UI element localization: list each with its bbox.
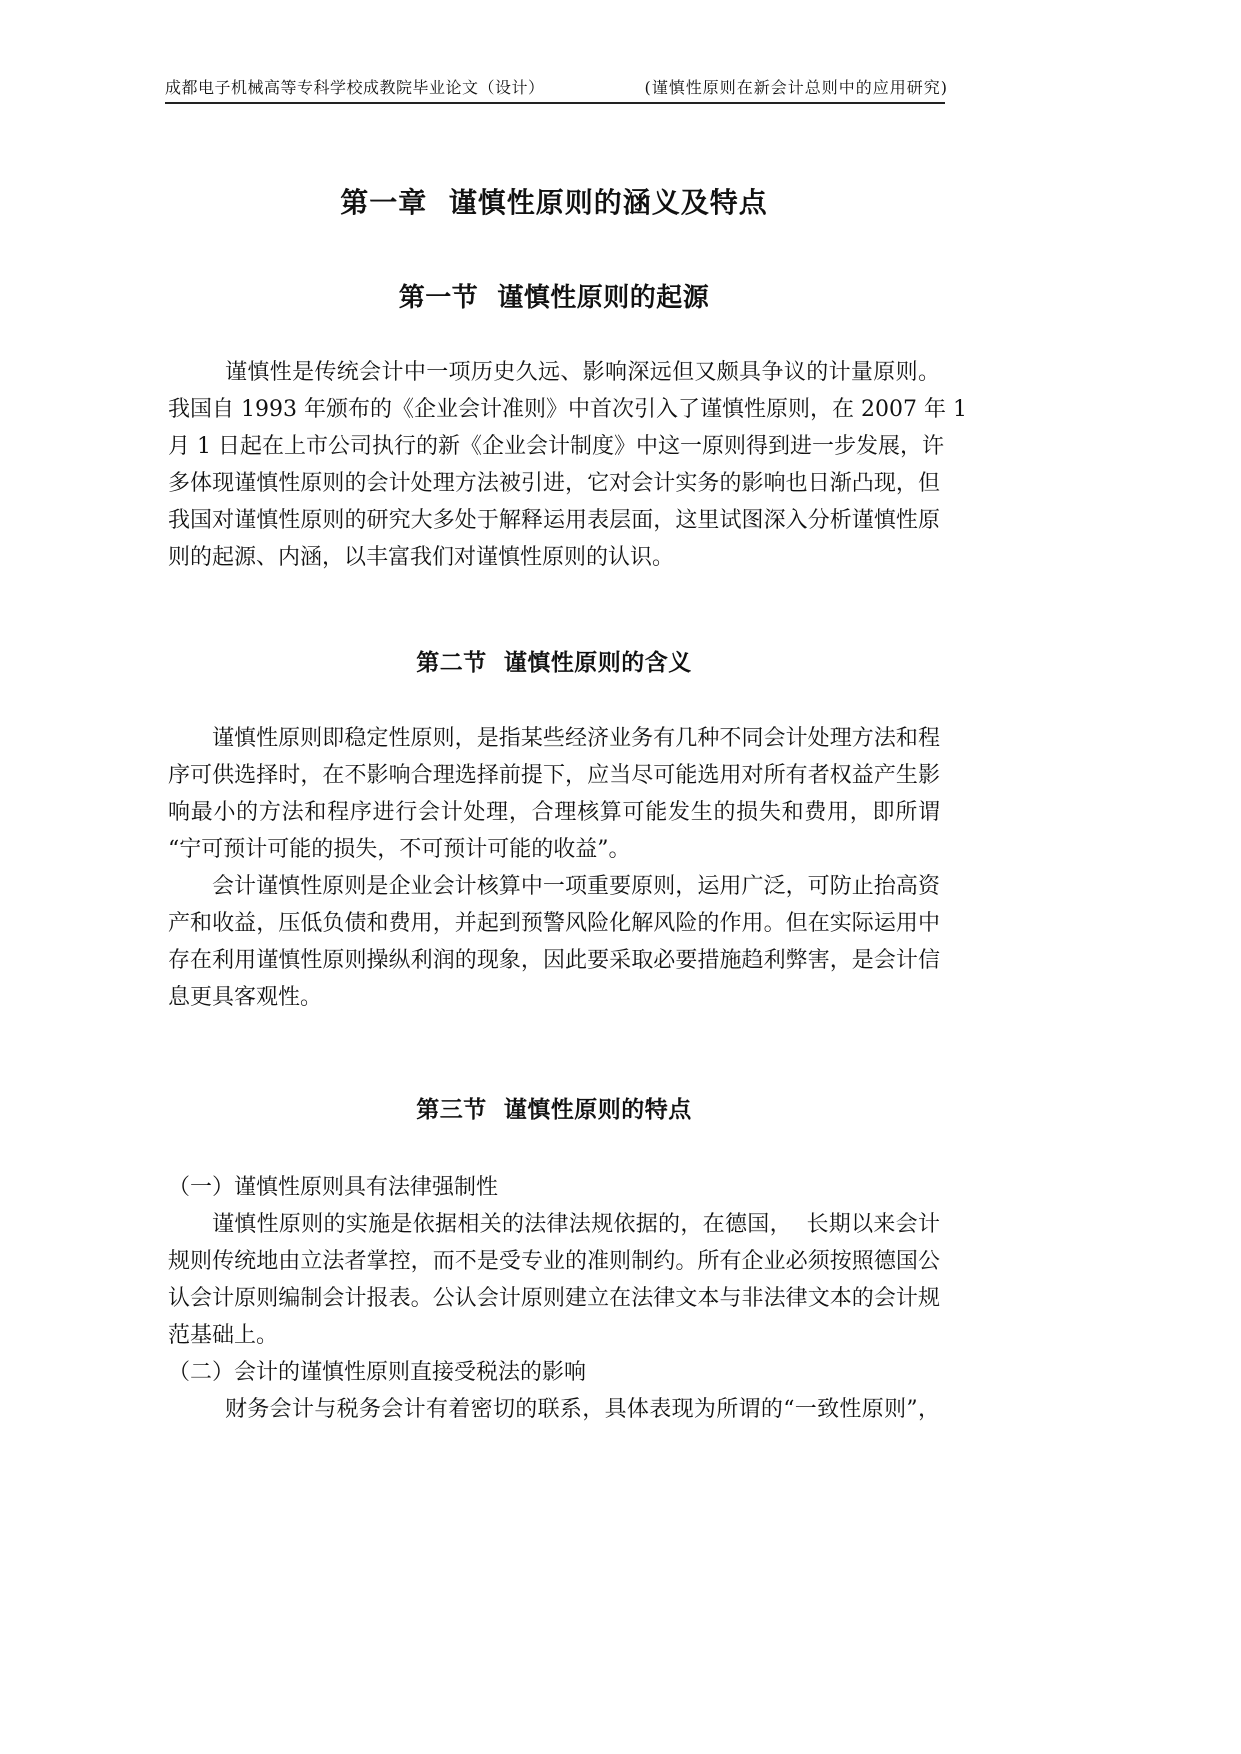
- paragraph-line: 财务会计与税务会计有着密切的联系，具体表现为所谓的“一致性原则”，: [225, 1397, 940, 1422]
- section-title: 第一节 谨慎性原则的起源: [398, 283, 710, 313]
- paragraph-line: 谨慎性原则的实施是依据相关的法律法规依据的，在德国， 长期以来会计: [212, 1212, 940, 1237]
- paragraph-line: 则的起源、内涵，以丰富我们对谨慎性原则的认识。: [168, 545, 675, 570]
- list-item-heading: （一）谨慎性原则具有法律强制性: [168, 1175, 499, 1200]
- paragraph-line: 会计谨慎性原则是企业会计核算中一项重要原则，运用广泛，可防止抬高资: [212, 874, 940, 899]
- paragraph-line: 谨慎性是传统会计中一项历史久远、影响深远但又颇具争议的计量原则。: [225, 360, 940, 385]
- paragraph-line: 息更具客观性。: [168, 985, 323, 1010]
- paragraph-line: 序可供选择时，在不影响合理选择前提下，应当尽可能选用对所有者权益产生影: [168, 763, 940, 788]
- section-body: [168, 354, 967, 576]
- paragraph-line: 认会计原则编制会计报表。公认会计原则建立在法律文本与非法律文本的会计规: [168, 1286, 940, 1311]
- paragraph-line: 多体现谨慎性原则的会计处理方法被引进，它对会计实务的影响也日渐凸现，但: [168, 471, 940, 496]
- paragraph-line: 谨慎性原则即稳定性原则，是指某些经济业务有几种不同会计处理方法和程: [212, 726, 940, 751]
- paragraph-line: 我国自 1993 年颁布的《企业会计准则》中首次引入了谨慎性原则，在 2007 年 1: [168, 397, 967, 422]
- paragraph-line: 月 1 日起在上市公司执行的新《企业会计制度》中这一原则得到进一步发展，许: [168, 434, 944, 459]
- section-body: [168, 1169, 940, 1428]
- paragraph-line: 产和收益，压低负债和费用，并起到预警风险化解风险的作用。但在实际运用中: [168, 911, 940, 936]
- paragraph-line: 响最小的方法和程序进行会计处理，合理核算可能发生的损失和费用，即所谓: [168, 800, 940, 825]
- list-item-heading: （二）会计的谨慎性原则直接受税法的影响: [168, 1360, 587, 1385]
- running-header-left: 成都电子机械高等专科学校成教院毕业论文（设计）: [165, 78, 545, 97]
- paragraph-line: 规则传统地由立法者掌控，而不是受专业的准则制约。所有企业必须按照德国公: [168, 1249, 940, 1274]
- paragraph-line: 我国对谨慎性原则的研究大多处于解释运用表层面，这里试图深入分析谨慎性原: [168, 508, 940, 533]
- chapter-title: 第一章 谨慎性原则的涵义及特点: [340, 186, 768, 219]
- running-header-right: (谨慎性原则在新会计总则中的应用研究): [644, 78, 948, 97]
- section-body: [168, 720, 940, 1016]
- paragraph-line: 范基础上。: [168, 1323, 279, 1348]
- header-rule: [165, 102, 945, 104]
- section-title: 第二节 谨慎性原则的含义: [416, 650, 692, 676]
- paragraph-line: “宁可预计可能的损失，不可预计可能的收益”。: [168, 837, 631, 862]
- section-title: 第三节 谨慎性原则的特点: [416, 1097, 692, 1123]
- paragraph-line: 存在利用谨慎性原则操纵利润的现象，因此要采取必要措施趋利弊害，是会计信: [168, 948, 940, 973]
